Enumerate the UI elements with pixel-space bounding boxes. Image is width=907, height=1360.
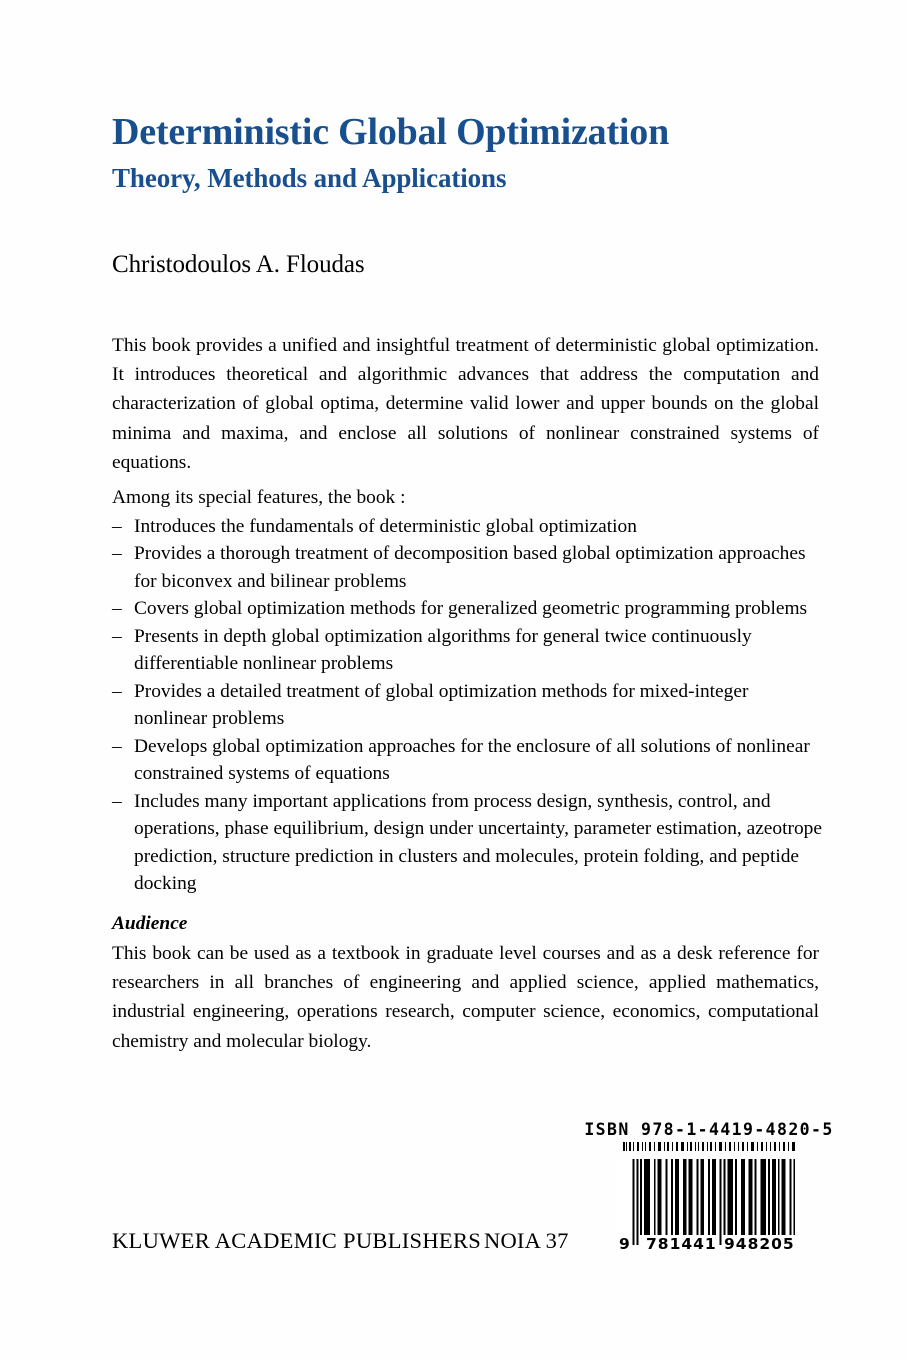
list-item <box>112 678 824 733</box>
isbn-area <box>584 1120 834 1253</box>
dash-icon: – <box>112 735 122 757</box>
list-item-label: Develops global optimization approaches for the enclosure of all solutions of nonlinear constrained systems of equations <box>134 735 810 784</box>
isbn-text: ISBN 978-1-4419-4820-5 <box>584 1120 834 1139</box>
publisher-name: KLUWER ACADEMIC PUBLISHERS <box>112 1228 482 1253</box>
isbn-mini-barcode <box>623 1142 795 1151</box>
list-item <box>112 623 824 678</box>
intro-paragraph: This book provides a unified and insightful treatment of deterministic global optimization. It introduces theoretical and algorithmic advances that address the computation and characterization of global optima, determine valid lower and upper bounds on the global minima and maxima, and enclose all solutions of nonlinear constrained systems of equations. <box>112 335 819 473</box>
audience-heading: Audience <box>112 913 188 934</box>
list-item <box>112 733 824 788</box>
author-name: Christodoulos A. Floudas <box>112 251 365 278</box>
ean13-digit-system: 9 <box>619 1235 630 1253</box>
list-item-label: Provides a detailed treatment of global optimization methods for mixed-integer nonlinear problems <box>134 680 749 729</box>
dash-icon: – <box>112 680 122 702</box>
features-lead: Among its special features, the book : <box>112 487 406 508</box>
list-item <box>112 788 824 898</box>
dash-icon: – <box>112 598 122 619</box>
list-item-label: Provides a thorough treatment of decomposition based global optimization approaches for biconvex and bilinear problems <box>134 543 806 592</box>
list-item <box>112 513 824 541</box>
list-item-label: Introduces the fundamentals of deterministic global optimization <box>134 515 637 537</box>
title-block <box>112 112 832 194</box>
list-item <box>112 595 824 623</box>
features-section <box>112 484 824 898</box>
footer <box>0 1228 907 1268</box>
list-item-label: Includes many important applications from process design, synthesis, control, and operations, phase equilibrium, design under uncertainty, parameter estimation, azeotrope prediction, structure prediction in clusters and molecules, protein folding, and peptide docking <box>134 790 822 894</box>
audience-section <box>112 911 819 1056</box>
list-item-label: Covers global optimization methods for generalized geometric programming problems <box>134 598 808 619</box>
series-code: NOIA 37 <box>484 1228 569 1253</box>
feature-list <box>112 513 824 898</box>
page-subtitle: Theory, Methods and Applications <box>112 163 507 194</box>
list-item-label: Presents in depth global optimization algorithms for general twice continuously differentiable nonlinear problems <box>134 625 752 674</box>
audience-body: This book can be used as a textbook in graduate level courses and as a desk reference for researchers in all branches of engineering and applied science, applied mathematics, industrial engineering, operations research, computer science, economics, computational chemistry and molecular biology. <box>112 943 819 1052</box>
ean13-digits-left-group: 781441 <box>646 1235 717 1253</box>
dash-icon: – <box>112 790 122 812</box>
page-title: Deterministic Global Optimization <box>112 111 669 153</box>
dash-icon: – <box>112 515 122 537</box>
ean13-digits-right-group: 948205 <box>724 1235 795 1253</box>
list-item <box>112 540 824 595</box>
dash-icon: – <box>112 625 122 647</box>
dash-icon: – <box>112 543 122 564</box>
